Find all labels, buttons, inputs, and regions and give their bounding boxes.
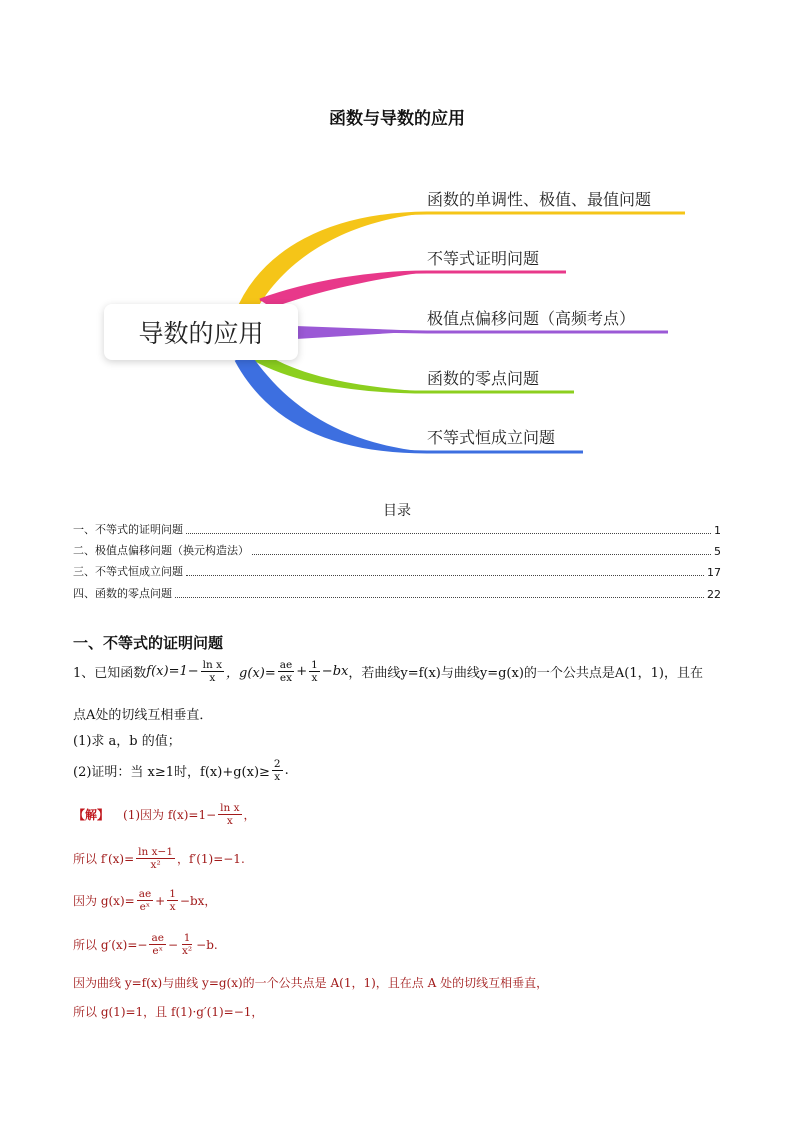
fraction — [272, 758, 283, 783]
operator: + — [155, 893, 166, 908]
numerator: ln x — [220, 802, 240, 814]
fraction — [278, 659, 294, 684]
toc-leader — [186, 575, 704, 576]
denominator: ex — [279, 672, 293, 685]
fraction — [218, 802, 241, 827]
denominator: eˣ — [139, 901, 151, 914]
toc-entry[interactable] — [73, 523, 721, 537]
section-heading: 一、不等式的证明问题 — [73, 634, 224, 652]
text: −bx， — [179, 894, 217, 909]
denominator: x — [311, 672, 318, 685]
text: 所以 f′(x)= — [73, 852, 135, 867]
toc-entry-page: 22 — [707, 588, 721, 601]
toc-leader — [252, 554, 711, 555]
toc-entry-page: 17 — [707, 566, 721, 579]
solution-line-6: 所以 g(1)=1，且 f(1)·g′(1)=−1， — [73, 1005, 264, 1019]
denominator: x² — [150, 859, 161, 872]
problem-question-2 — [73, 758, 289, 783]
operator: + — [296, 664, 308, 680]
toc-entry-text: 一、不等式的证明问题 — [73, 523, 183, 536]
denominator: x — [209, 672, 216, 685]
operator: − — [167, 937, 179, 952]
numerator: 1 — [183, 932, 191, 944]
denominator: x — [274, 771, 281, 784]
problem-line-1 — [73, 659, 703, 684]
math: f(x)=1− — [146, 664, 199, 680]
text: (2)证明：当 x≥1时，f(x)+g(x)≥ — [73, 765, 270, 781]
numerator: 1 — [311, 659, 318, 671]
denominator: x — [226, 815, 233, 828]
text: 因为 g(x)= — [73, 894, 135, 909]
math: −bx — [321, 664, 349, 680]
text: . — [284, 763, 289, 779]
mindmap-branch-5: 不等式恒成立问题 — [427, 428, 556, 447]
toc-entry-text: 二、极值点偏移问题（换元构造法） — [73, 544, 249, 557]
fraction — [149, 932, 165, 957]
toc-leader — [175, 597, 704, 598]
toc-leader — [186, 533, 711, 534]
toc-entry[interactable] — [73, 587, 721, 601]
solution-line-4 — [73, 932, 218, 957]
mindmap-branch-4: 函数的零点问题 — [427, 369, 540, 388]
fraction — [180, 932, 194, 957]
solution-line-1 — [73, 802, 256, 827]
fraction — [201, 659, 224, 684]
numerator: ln x−1 — [138, 846, 174, 858]
solution-line-5: 因为曲线 y=f(x)与曲线 y=g(x)的一个公共点是 A(1，1)，且在点 A 处的切线互相垂直， — [73, 976, 549, 990]
numerator: ae — [138, 888, 152, 900]
branch-fill-5 — [236, 356, 427, 452]
text: 所以 g′(x)=− — [73, 938, 148, 953]
text: −b. — [196, 937, 218, 952]
numerator: ln x — [202, 659, 223, 671]
mindmap-diagram — [0, 0, 794, 480]
denominator: eˣ — [152, 945, 164, 958]
toc-entry-text: 四、函数的零点问题 — [73, 587, 172, 600]
solution-tag: 【解】 — [73, 808, 110, 823]
numerator: 2 — [273, 758, 281, 770]
text: ，f′(1)=−1. — [177, 852, 245, 867]
toc-entry[interactable] — [73, 565, 721, 579]
text: 1、已知函数 — [73, 666, 147, 682]
denominator: x² — [182, 945, 193, 958]
toc-entry-page: 1 — [714, 524, 721, 537]
toc-heading: 目录 — [383, 503, 411, 519]
fraction — [136, 846, 175, 871]
toc-entry-text: 三、不等式恒成立问题 — [73, 565, 183, 578]
fraction — [309, 659, 320, 684]
problem-line-2: 点A处的切线互相垂直． — [73, 708, 213, 723]
mindmap-branch-3: 极值点偏移问题（高频考点） — [427, 309, 636, 328]
page-title: 函数与导数的应用 — [329, 109, 465, 129]
fraction — [137, 888, 153, 913]
fraction — [167, 888, 178, 913]
mindmap-branch-2: 不等式证明问题 — [427, 249, 540, 268]
solution-line-3 — [73, 888, 216, 913]
text: ， — [243, 808, 256, 823]
solution-line-2 — [73, 846, 245, 871]
toc-entry[interactable] — [73, 544, 721, 558]
mindmap-branch-1: 函数的单调性、极值、最值问题 — [427, 190, 652, 209]
problem-question-1: (1)求 a，b 的值； — [73, 734, 181, 749]
text: ，若曲线y=f(x)与曲线y=g(x)的一个公共点是A(1，1)，且在 — [348, 666, 703, 682]
numerator: ae — [279, 659, 293, 671]
denominator: x — [169, 901, 176, 914]
numerator: ae — [151, 932, 164, 944]
toc-entry-page: 5 — [714, 545, 721, 558]
numerator: 1 — [169, 888, 176, 900]
math: ，g(x)= — [226, 666, 276, 682]
mindmap-center-node: 导数的应用 — [104, 304, 298, 360]
text: (1)因为 f(x)=1− — [123, 808, 217, 823]
